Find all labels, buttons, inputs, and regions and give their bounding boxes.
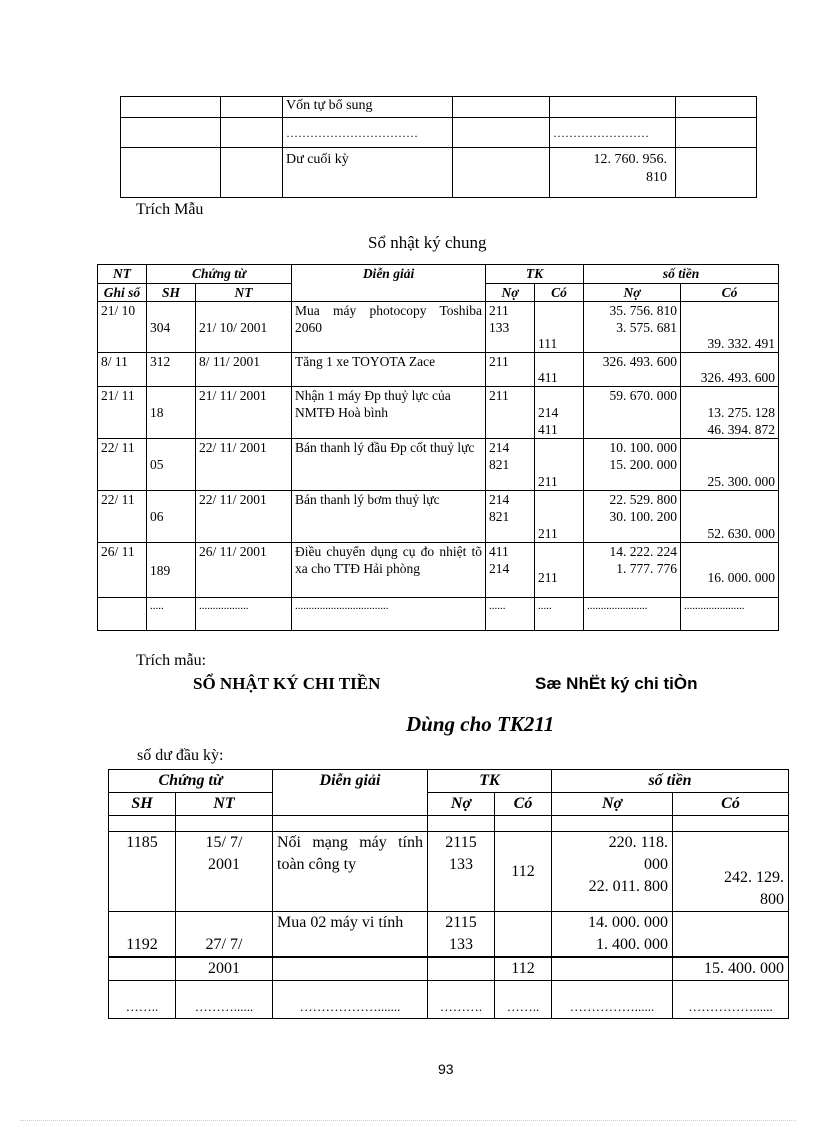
date-cell: 26/ 11/ 2001	[196, 543, 292, 598]
top-ledger-table	[120, 96, 757, 198]
cash-journal-title: SỔ NHẬT KÝ CHI TIỀN	[193, 674, 381, 693]
no-cell: 326. 493. 600	[584, 353, 681, 387]
header-chung-tu: Chứng từ	[147, 265, 292, 284]
co-cell: 15. 400. 000	[673, 957, 789, 981]
no-cell: ......................	[584, 598, 681, 631]
sh-cell: 1192	[109, 912, 176, 958]
desc-cell: Điều chuyển dụng cụ đo nhiệt tõ xa cho TTĐ Hải phòng	[292, 543, 486, 598]
no-amount-1: 220. 118. 000	[608, 834, 669, 873]
no-cell: 59. 670. 000	[584, 387, 681, 439]
header-no: Nợ	[428, 793, 495, 816]
opening-balance-label: số dư đầu kỳ:	[137, 747, 224, 764]
date-cell: 27/ 7/	[176, 912, 273, 958]
date-cell: 22/ 11/ 2001	[196, 491, 292, 543]
desc-cell: Bán thanh lý bơm thuỷ lực	[292, 491, 486, 543]
amount-cell: 12. 760. 956. 810	[550, 148, 676, 198]
date-cell: ..................	[196, 598, 292, 631]
desc-cell: Bán thanh lý đầu Đp cốt thuỷ lực	[292, 439, 486, 491]
nt-cell: 22/ 11	[98, 491, 147, 543]
no-cell: 14. 000. 000 1. 400. 000	[552, 912, 673, 958]
date-cell: 8/ 11/ 2001	[196, 353, 292, 387]
account-subtitle: Dùng cho TK211	[406, 712, 555, 736]
tk-no-cell: ……….	[428, 981, 495, 1019]
sh-cell: 189	[147, 543, 196, 598]
desc-cell: ……………………………	[283, 118, 453, 148]
header-tk: TK	[486, 265, 584, 284]
table-row	[98, 387, 779, 439]
sh-cell: 05	[147, 439, 196, 491]
header-nt: NT	[98, 265, 147, 284]
tk-co-cell: 211	[535, 543, 584, 598]
tk-no-cell: 214 821	[486, 491, 535, 543]
co-cell: ……………......	[673, 981, 789, 1019]
sh-cell: ……..	[109, 981, 176, 1019]
sh-cell: 1185	[109, 832, 176, 912]
header-sh: SH	[109, 793, 176, 816]
page-number: 93	[438, 1061, 454, 1077]
co-cell: ......................	[681, 598, 779, 631]
table-row	[98, 439, 779, 491]
header-no2: Nợ	[552, 793, 673, 816]
co-cell: 242. 129. 800	[673, 832, 789, 912]
general-journal-table	[97, 264, 779, 631]
co-cell: 326. 493. 600	[681, 353, 779, 387]
table-row	[109, 832, 789, 912]
tk-no-cell: 214 821	[486, 439, 535, 491]
section-label: Trích Mẫu	[136, 201, 204, 218]
tk-co-cell: 112	[495, 832, 552, 912]
table-row	[98, 543, 779, 598]
tk-co-cell: .....	[535, 598, 584, 631]
header-so-tien: số tiền	[584, 265, 779, 284]
cash-journal-title-encoded: Sæ NhËt ký chi tiÒn	[535, 674, 698, 693]
header-no2: Nợ	[584, 284, 681, 302]
header-sh: SH	[147, 284, 196, 302]
header-dien-giai: Diễn giải	[273, 770, 428, 816]
amount-cell: ……………………	[550, 118, 676, 148]
desc-cell: ..................................	[292, 598, 486, 631]
footer-divider	[20, 1120, 796, 1121]
journal-title: Sổ nhật ký chung	[368, 233, 487, 252]
nt-cell: 22/ 11	[98, 439, 147, 491]
no-cell: 10. 100. 000 15. 200. 000	[584, 439, 681, 491]
tk-co-cell: 211	[535, 491, 584, 543]
desc-cell: Dư cuối kỳ	[283, 148, 453, 198]
table-row	[98, 353, 779, 387]
tk-no-cell: 211	[486, 387, 535, 439]
header-co2: Có	[673, 793, 789, 816]
header-chung-tu: Chứng từ	[109, 770, 273, 793]
desc-cell: Mua 02 máy vi tính	[273, 912, 428, 958]
sh-cell: .....	[147, 598, 196, 631]
tk-no-cell: 411 214	[486, 543, 535, 598]
header-co2: Có	[681, 284, 779, 302]
tk-co-cell: 112	[495, 957, 552, 981]
tk-no-cell: 211	[486, 353, 535, 387]
table-row	[121, 97, 757, 118]
nt-cell: 26/ 11	[98, 543, 147, 598]
header-nt: NT	[176, 793, 273, 816]
co-cell: 13. 275. 128 46. 394. 872	[681, 387, 779, 439]
header-dien-giai: Diễn giải	[292, 265, 486, 302]
no-cell: 22. 529. 800 30. 100. 200	[584, 491, 681, 543]
desc-cell: ……………….......	[273, 981, 428, 1019]
desc-cell: Nối mạng máy tính toàn công ty	[273, 832, 428, 912]
header-co: Có	[495, 793, 552, 816]
header-tk: TK	[428, 770, 552, 793]
nt-cell: 8/ 11	[98, 353, 147, 387]
table-row	[109, 957, 789, 981]
co-cell: 39. 332. 491	[681, 302, 779, 353]
table-row	[109, 912, 789, 958]
date-cell: 2001	[176, 957, 273, 981]
table-row	[98, 302, 779, 353]
no-cell	[552, 832, 673, 912]
nt-cell	[98, 598, 147, 631]
header-co: Có	[535, 284, 584, 302]
table-row	[121, 118, 757, 148]
tk-co-cell: 214 411	[535, 387, 584, 439]
nt-cell: 21/ 11	[98, 387, 147, 439]
header-ghi-so: Ghi sổ	[98, 284, 147, 302]
sh-cell: 304	[147, 302, 196, 353]
date-cell: 15/ 7/ 2001	[176, 832, 273, 912]
nt-cell: 21/ 10	[98, 302, 147, 353]
tk-no-cell: 2115 133	[428, 912, 495, 958]
tk-co-cell: ……..	[495, 981, 552, 1019]
no-cell: 35. 756. 810 3. 575. 681	[584, 302, 681, 353]
sh-cell: 18	[147, 387, 196, 439]
no-amount-2: 22. 011. 800	[588, 878, 669, 895]
table-row	[98, 598, 779, 631]
section-label: Trích mẫu:	[136, 652, 207, 669]
header-no: Nợ	[486, 284, 535, 302]
date-cell: 22/ 11/ 2001	[196, 439, 292, 491]
header-nt2: NT	[196, 284, 292, 302]
date-cell: ………......	[176, 981, 273, 1019]
tk-no-cell: 211 133	[486, 302, 535, 353]
desc-cell: Nhận 1 máy Đp thuỷ lực của NMTĐ Hoà bình	[292, 387, 486, 439]
no-cell: 14. 222. 224 1. 777. 776	[584, 543, 681, 598]
desc-cell: Vốn tự bổ sung	[283, 97, 453, 118]
desc-cell: Mua máy photocopy Toshiba 2060	[292, 302, 486, 353]
co-cell: 25. 300. 000	[681, 439, 779, 491]
desc-cell: Tăng 1 xe TOYOTA Zace	[292, 353, 486, 387]
tk-no-cell: ......	[486, 598, 535, 631]
sh-cell: 312	[147, 353, 196, 387]
tk-co-cell: 211	[535, 439, 584, 491]
no-cell: ……………......	[552, 981, 673, 1019]
co-cell: 16. 000. 000	[681, 543, 779, 598]
header-so-tien: số tiền	[552, 770, 789, 793]
table-row	[109, 981, 789, 1019]
tk-co-cell: 111	[535, 302, 584, 353]
sh-cell: 06	[147, 491, 196, 543]
cash-journal-table	[108, 769, 789, 1019]
tk-no-cell: 2115 133	[428, 832, 495, 912]
table-row	[121, 148, 757, 198]
date-cell: 21/ 11/ 2001	[196, 387, 292, 439]
tk-co-cell: 411	[535, 353, 584, 387]
table-row	[98, 491, 779, 543]
date-cell: 21/ 10/ 2001	[196, 302, 292, 353]
co-cell: 52. 630. 000	[681, 491, 779, 543]
